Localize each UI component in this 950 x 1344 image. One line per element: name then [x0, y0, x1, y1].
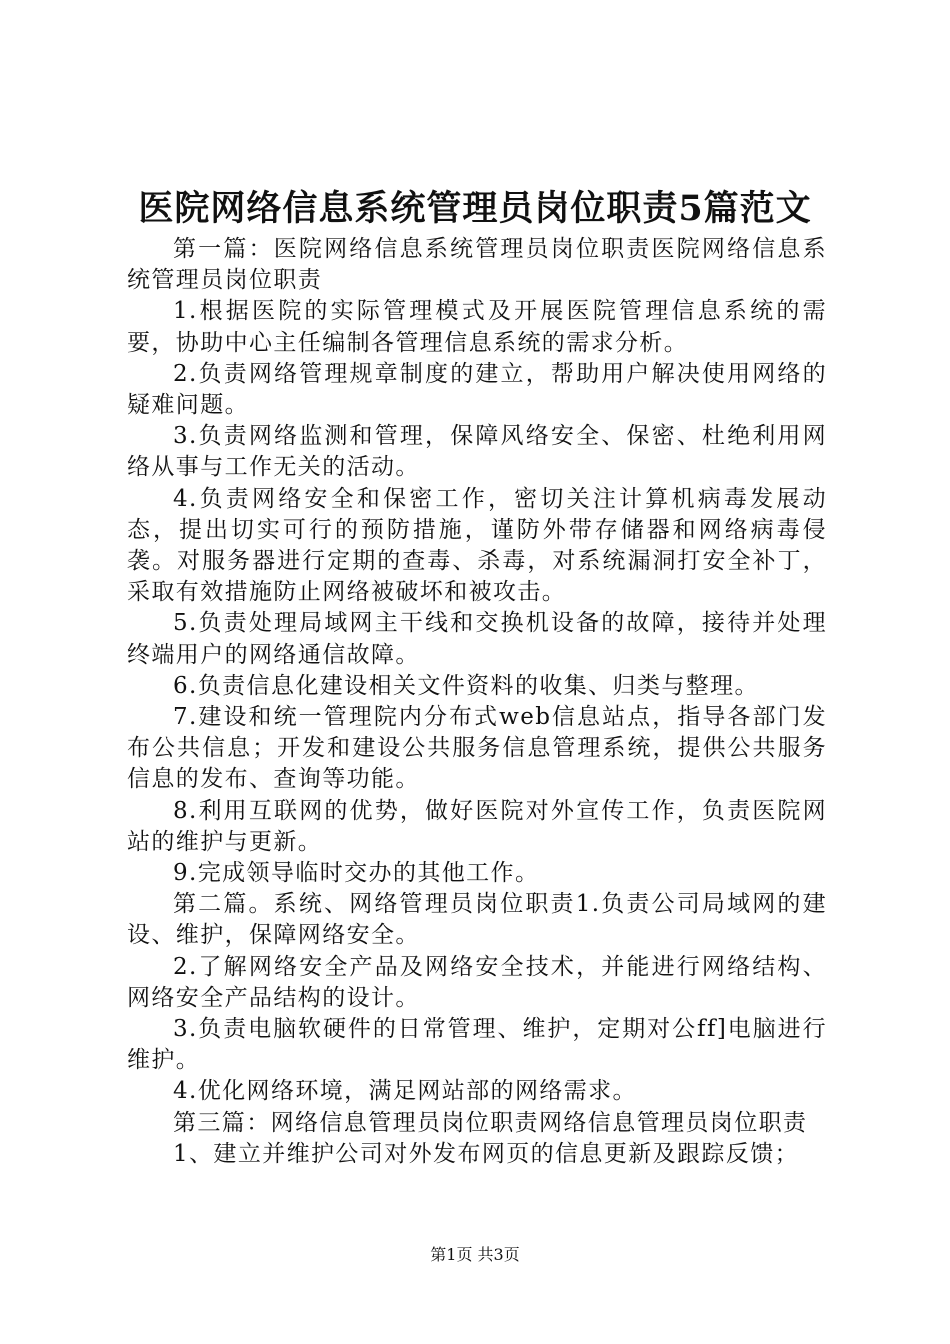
- page-number: 第1页 共3页: [430, 1245, 520, 1264]
- paragraph: 3.负责网络监测和管理，保障风络安全、保密、杜绝利用网络从事与工作无关的活动。: [127, 423, 827, 481]
- paragraph: 4.优化网络环境，满足网站部的网络需求。: [173, 1078, 637, 1105]
- paragraph: 6.负责信息化建设相关文件资料的收集、归类与整理。: [173, 672, 759, 699]
- document-body: [127, 234, 827, 1170]
- page-footer: [0, 1244, 950, 1266]
- paragraph: 7.建设和统一管理院内分布式web信息站点，指导各部门发布公共信息；开发和建设公共服务信息管理系统，提供公共服务信息的发布、查询等功能。: [127, 704, 827, 793]
- paragraph: 1.根据医院的实际管理模式及开展医院管理信息系统的需要，协助中心主任编制各管理信息系统的需求分析。: [127, 298, 827, 356]
- document-title: 医院网络信息系统管理员岗位职责5篇范文: [138, 188, 812, 229]
- paragraph: 第二篇。系统、网络管理员岗位职责1.负责公司局域网的建设、维护，保障网络安全。: [127, 891, 827, 949]
- paragraph: 1、建立并维护公司对外发布网页的信息更新及跟踪反馈；: [173, 1140, 800, 1167]
- paragraph: 3.负责电脑软硬件的日常管理、维护，定期对公ff]电脑进行维护。: [127, 1016, 827, 1074]
- paragraph: 9.完成领导临时交办的其他工作。: [173, 860, 540, 887]
- paragraph: 8.利用互联网的优势，做好医院对外宣传工作，负责医院网站的维护与更新。: [127, 797, 827, 855]
- paragraph: 4.负责网络安全和保密工作，密切关注计算机病毒发展动态，提出切实可行的预防措施，谨防外带存储器和网络病毒侵袭。对服务器进行定期的查毒、杀毒，对系统漏洞打安全补丁，采取有效措施防止网络被破坏和被攻击。: [127, 485, 827, 606]
- paragraph: 5.负责处理局域网主干线和交换机设备的故障，接待并处理终端用户的网络通信故障。: [127, 610, 827, 668]
- paragraph: 2.负责网络管理规章制度的建立，帮助用户解决使用网络的疑难问题。: [127, 360, 827, 419]
- paragraph: 2.了解网络安全产品及网络安全技术，并能进行网络结构、网络安全产品结构的设计。: [127, 953, 827, 1011]
- paragraph: 第一篇：医院网络信息系统管理员岗位职责医院网络信息系统管理员岗位职责: [127, 236, 827, 294]
- paragraph: 第三篇：网络信息管理员岗位职责网络信息管理员岗位职责: [173, 1109, 808, 1136]
